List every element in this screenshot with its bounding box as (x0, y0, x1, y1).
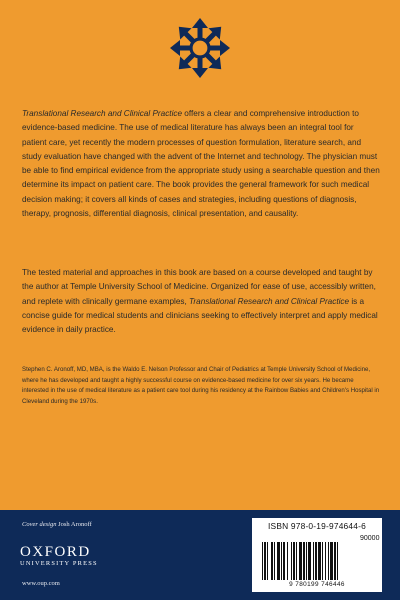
description-text-2b: is a concise guide for medical students and clinicians seeking to effectively interpret and apply medical evidence in daily practice. (22, 296, 378, 335)
cover-credit (22, 521, 92, 528)
barcode-icon (260, 542, 374, 580)
book-title-italic: Translational Research and Clinical Practice (22, 109, 183, 118)
publisher-logo (20, 545, 98, 567)
description-text-1: offers a clear and comprehensive introduction to evidence-based medicine. The use of medical literature has always been an integral tool for patient care, yet recently the modern processes of question formulation, literature search, and study evaluation have changed with the advent of the Internet and technology. The physician must be able to find empirical evidence from the appropriate study using a searchable question and then determine its impact on patient care. The book provides the general framework for such medical decision making; it covers all kinds of cases and strategies, including questions of diagnosis, therapy, prognosis, differential diagnosis, clinical presentation, and causality. (22, 109, 380, 219)
description-paragraph-1 (22, 107, 380, 221)
author-bio: Stephen C. Aronoff, MD, MBA, is the Waldo E. Nelson Professor and Chair of Pediatrics at Temple University School of Medicine, where he has developed and taught a highly successful course on evidence-based medicine for over six years. He became interested in the use of medical literature as a patient care tool during his residency at the Rainbow Babies and Children's Hospital in Cleveland during the 1970s. (22, 366, 380, 405)
publisher-url: www.oup.com (22, 580, 60, 587)
compass-arrows-icon (168, 16, 232, 80)
barcode-digits: 9 780199 746446 (289, 581, 345, 588)
price-code: 90000 (360, 535, 380, 542)
barcode-panel (252, 518, 382, 592)
description-paragraph-2 (22, 266, 380, 337)
publisher-subname: UNIVERSITY PRESS (20, 560, 98, 567)
cover-credit-name: Josh Aronoff (58, 521, 92, 528)
isbn-number: ISBN 978-0-19-974644-6 (268, 521, 366, 531)
book-title-italic-2: Translational Research and Clinical Practice (189, 296, 350, 306)
description-text-2a: The tested material and approaches in this book are based on a course developed and taught by the author at Temple University School of Medicine. Organized for ease of use, accessibly written, and replete with clinically germane examples, (22, 268, 376, 306)
publisher-name: OXFORD (20, 544, 91, 560)
cover-credit-role: Cover design (22, 521, 57, 528)
